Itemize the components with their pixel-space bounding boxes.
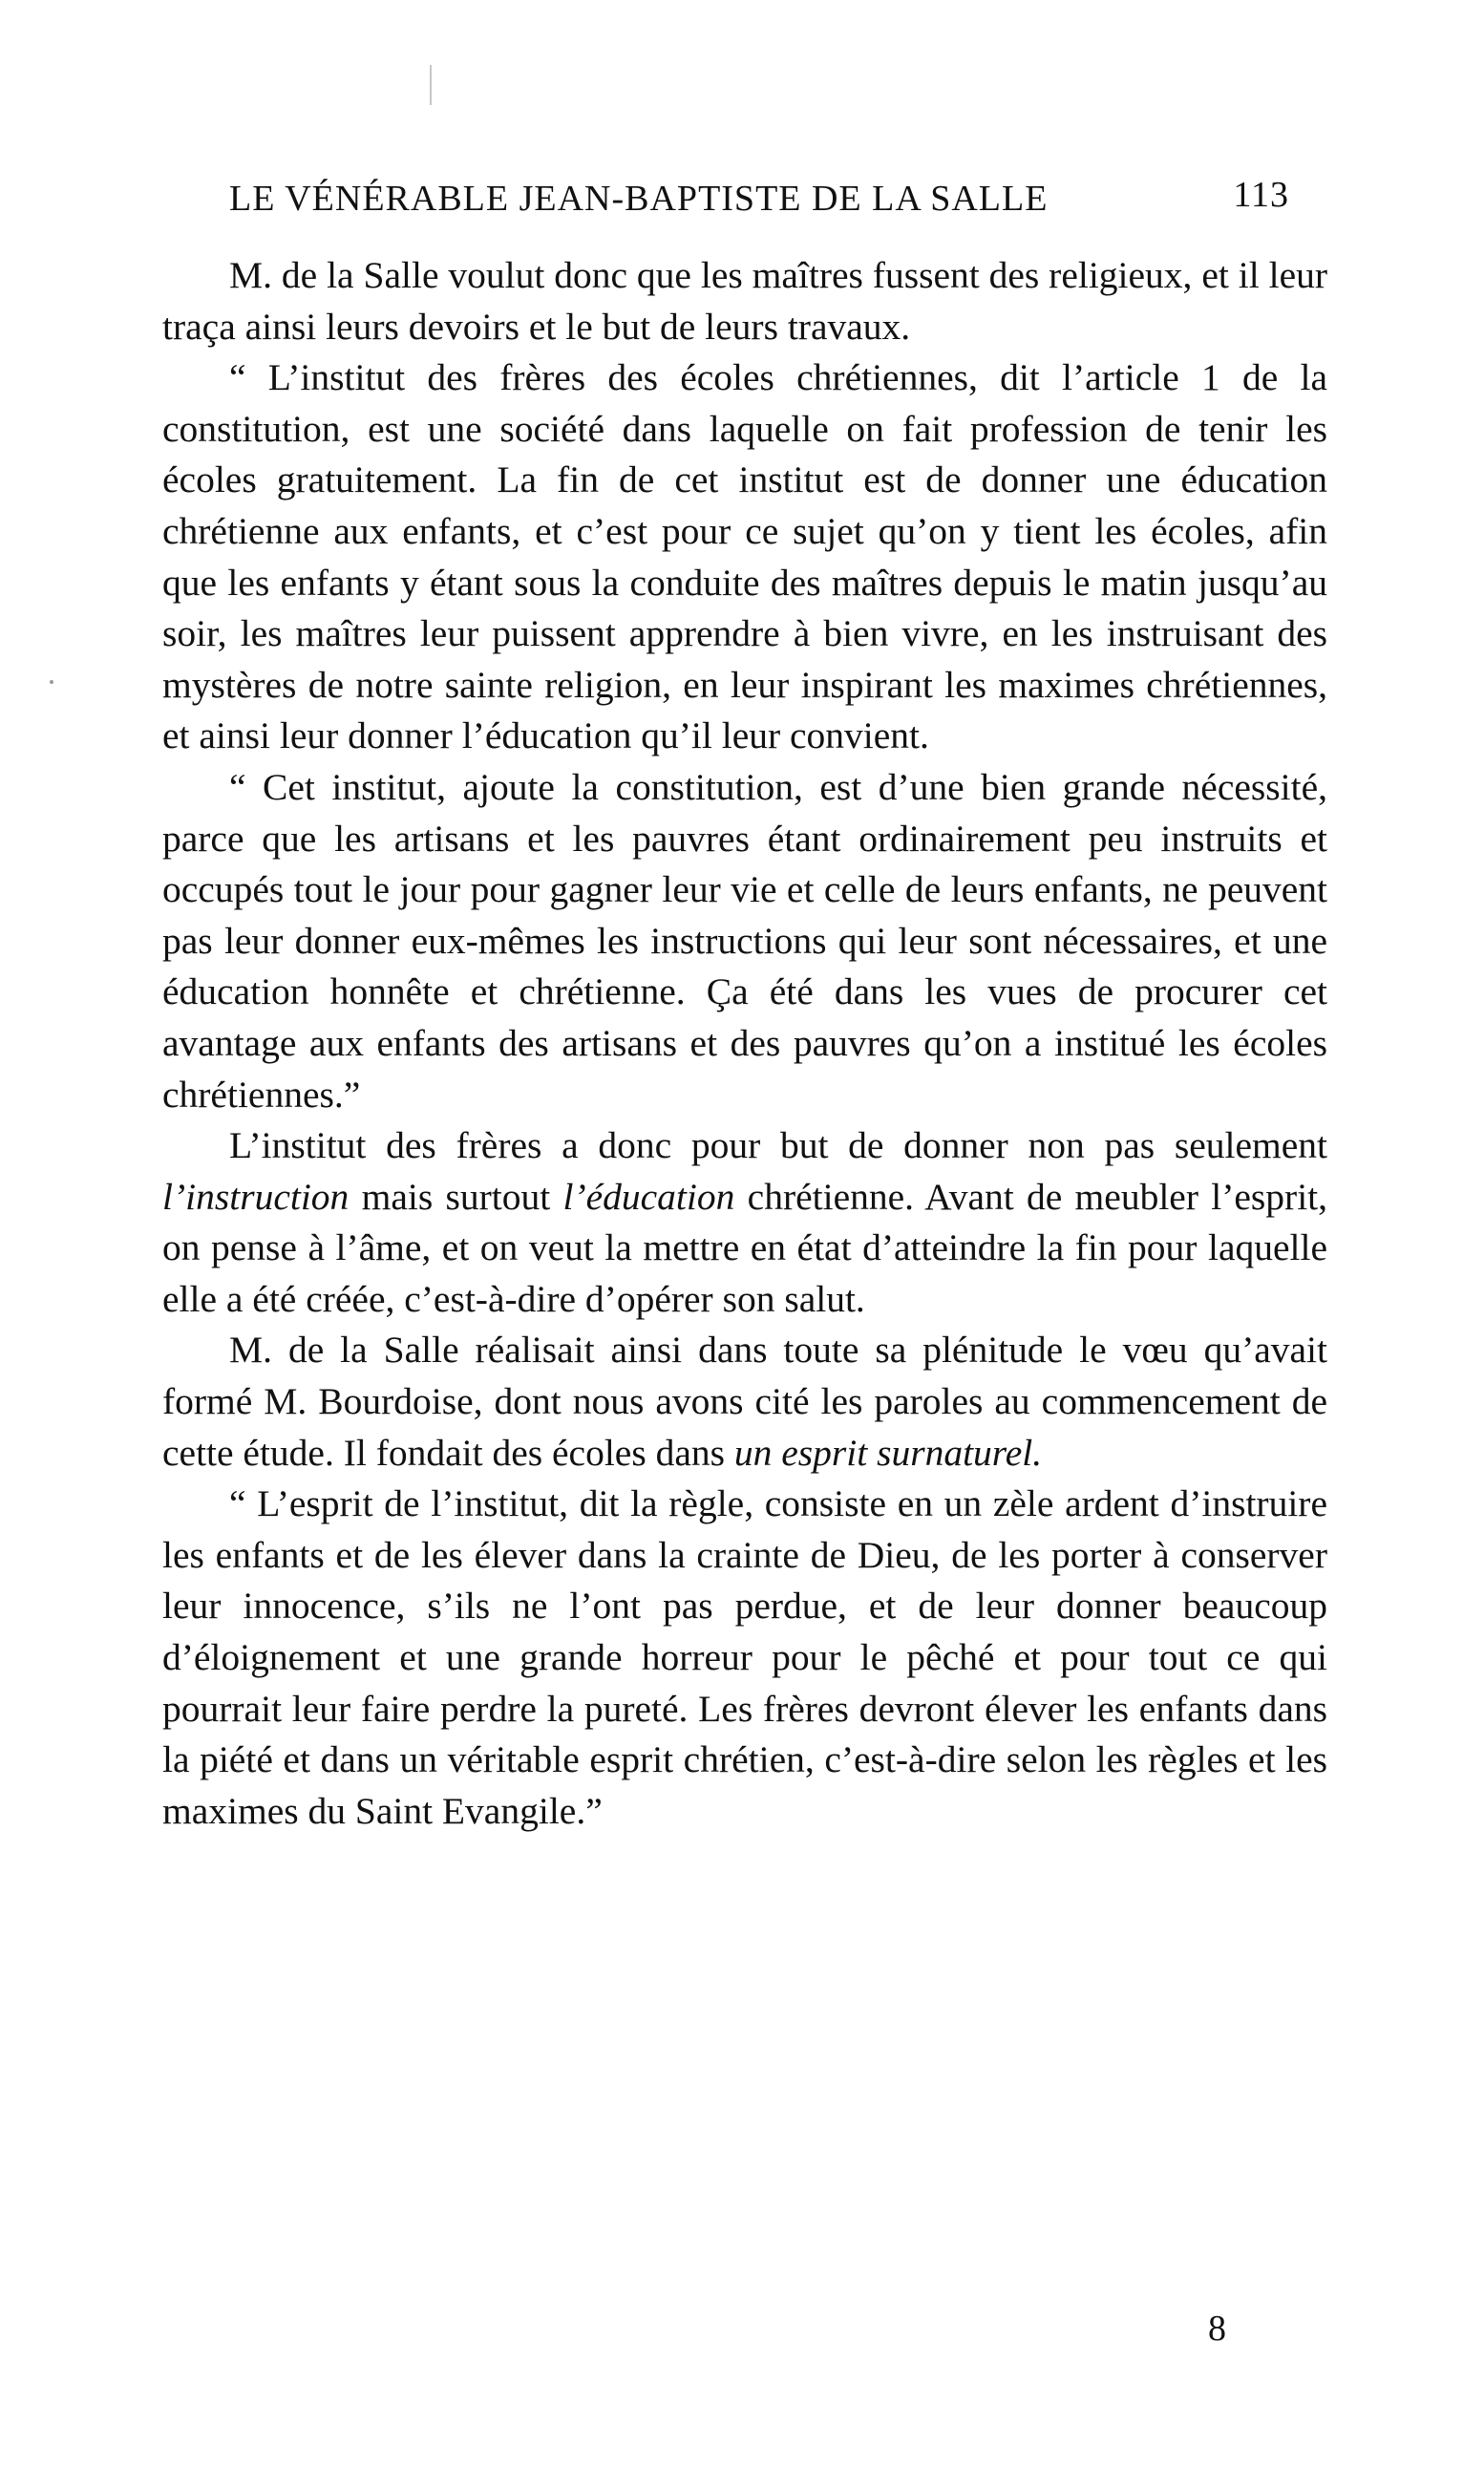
emphasis-instruction: l’instruction [162,1175,350,1218]
paragraph-text: “ L’esprit de l’institut, dit la règle, consiste en un zèle ardent d’instruire les enfants et de les élever dans la crainte de Dieu, de les porter à conserver leur innocence, s’ils ne l’ont pas perdue, et de leur donner beaucoup d’éloignement et une grande horreur pour le pêché et pour tout ce qui pourrait leur faire perdre la pureté. Les frères devront élever les enfants dans la piété et dans un véritable esprit chrétien, c’est-à-dire selon les règles et les maximes du Saint Evangile.” [162,1482,1327,1832]
paragraph-6 [162,1479,1327,1837]
running-head [229,175,1289,235]
paragraph-4 [162,1120,1327,1325]
paragraph-2 [162,352,1327,762]
paragraph-text: M. de la Salle réalisait ainsi dans toute sa plénitude le vœu qu’avait formé M. Bourdoise, dont nous avons cité les paroles au commencement de cette étude. Il fondait des écoles dans [162,1329,1327,1474]
margin-speck [50,680,53,684]
running-title: LE VÉNÉRABLE JEAN-BAPTISTE DE LA SALLE [229,179,1049,219]
paragraph-text: M. de la Salle voulut donc que les maîtres fussent des religieux, et il leur traça ainsi leurs devoirs et le but de leurs travaux. [162,254,1327,348]
paragraph-5 [162,1325,1327,1479]
paragraph-text: chrétienne. Avant de meubler l’esprit, on pense à l’âme, et on veut la mettre en état d’atteindre la fin pour laquelle elle a été créée, c’est-à-dire d’opérer son salut. [162,1175,1328,1320]
paragraph-text: L’institut des frères a donc pour but de donner non pas seulement [229,1124,1327,1167]
paragraph-1 [162,250,1327,352]
paragraph-text: “ L’institut des frères des écoles chrétiennes, dit l’article 1 de la constitution, est une société dans laquelle on fait profession de tenir les écoles gratuitement. La fin de cet institut est de donner une éducation chrétienne aux enfants, et c’est pour ce sujet qu’on y tient les écoles, afin que les enfants y étant sous la conduite des maîtres depuis le matin jusqu’au soir, les maîtres leur puissent apprendre à bien vivre, en les instruisant des mystères de notre sainte religion, en leur inspirant les maximes chrétiennes, et ainsi leur donner l’éducation qu’il leur convient. [162,356,1327,757]
signature-mark: 8 [1208,2309,1226,2349]
paragraph-text: “ Cet institut, ajoute la constitution, est d’une bien grande nécessité, parce que les artisans et les pauvres étant ordinairement peu instruits et occupés tout le jour pour gagner leur vie et celle de leurs enfants, ne peuvent pas leur donner eux-mêmes les instructions qui leur sont nécessaires, et une éducation honnête et chrétienne. Ça été dans les vues de procurer cet avantage aux enfants des artisans et des pauvres qu’on a institué les écoles chrétiennes.” [162,765,1327,1116]
page-number: 113 [1233,175,1289,215]
emphasis-education: l’éducation [562,1175,735,1218]
emphasis-esprit-surnaturel: un esprit surnaturel. [733,1431,1043,1474]
gutter-mark [430,65,432,105]
paragraph-text: mais surtout [349,1175,563,1218]
paragraph-3 [162,762,1327,1120]
body-text [162,250,1327,1837]
